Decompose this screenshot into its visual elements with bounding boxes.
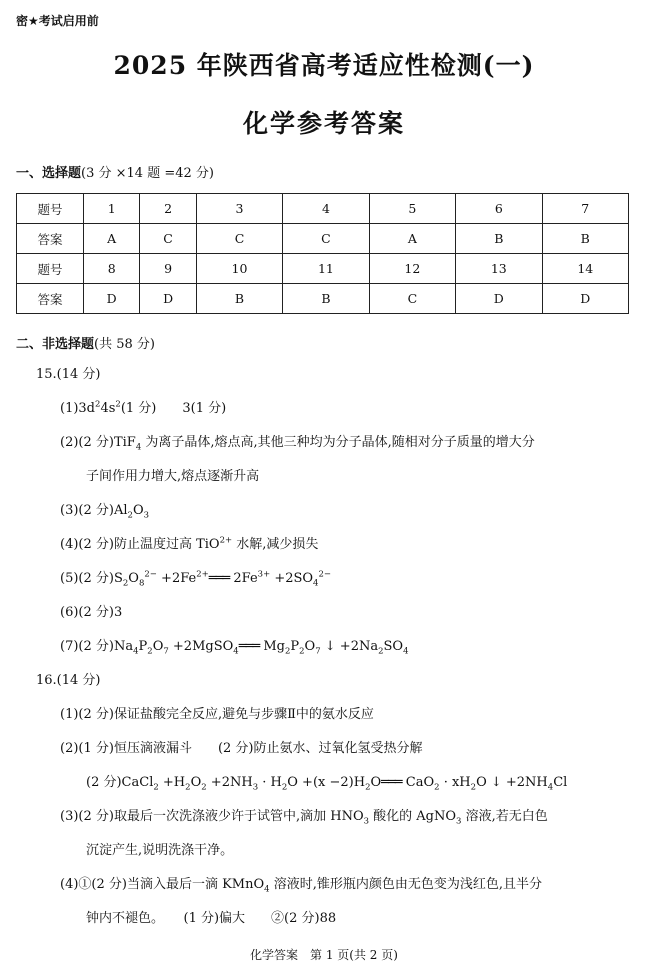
q16-answer-4-continued: 钟内不褪色。 (1 分)偏大 ②(2 分)88 xyxy=(86,911,337,926)
equals-arrow: ═══ xyxy=(208,571,230,586)
q15-answer-2: (2)(2 分)TiF$_4$ 为离子晶体,熔点高,其他三种均为分子晶体,随相对分子质量的增大分 xyxy=(60,435,535,453)
table-cell: 6 xyxy=(456,194,542,224)
table-row xyxy=(17,284,629,314)
table-cell: C xyxy=(196,224,282,254)
table-cell: 2 xyxy=(140,194,196,224)
section-detail: (3 分 ×14 题 =42 分) xyxy=(81,166,214,181)
table-cell: 13 xyxy=(456,254,542,284)
exam-title: 2025 年陕西省高考适应性检测(一) xyxy=(113,51,535,80)
table-cell: 5 xyxy=(369,194,455,224)
table-cell: 8 xyxy=(84,254,140,284)
q15-answer-7-equation: (7)(2 分)$Na_4P_2O_7$ +2MgSO$_4$═══ $Mg_2P_2O_7$ ↓ $+2Na_2SO_4$ xyxy=(60,639,409,657)
q16-answer-3: (3)(2 分)取最后一次洗涤液少许于试管中,滴加 $HNO_3$ 酸化的 AgNO$_3$ 溶液,若无白色 xyxy=(60,809,548,827)
table-cell: 4 xyxy=(283,194,369,224)
table-row xyxy=(17,254,629,284)
table-cell: B xyxy=(456,224,542,254)
q16-answer-1: (1)(2 分)保证盐酸完全反应,避免与步骤Ⅱ中的氨水反应 xyxy=(60,707,374,722)
q15-answer-4: (4)(2 分)防止温度过高 TiO$^{2+}$ 水解,减少损失 xyxy=(60,535,319,552)
table-cell: D xyxy=(84,284,140,314)
answer-table xyxy=(16,193,629,314)
table-cell: C xyxy=(140,224,196,254)
q15-answer-1: $(1)3d^24s^2(1$ 分) 3(1 分) xyxy=(60,399,227,416)
table-cell: D xyxy=(542,284,628,314)
table-cell: 7 xyxy=(542,194,628,224)
section-label: 一、选择题 xyxy=(16,166,82,181)
table-cell: B xyxy=(542,224,628,254)
table-cell: 3 xyxy=(196,194,282,224)
table-cell: 1 xyxy=(84,194,140,224)
table-cell: 10 xyxy=(196,254,282,284)
table-cell: 12 xyxy=(369,254,455,284)
table-cell: D xyxy=(456,284,542,314)
section-label: 二、非选择题 xyxy=(16,337,95,352)
row-label: 题号 xyxy=(17,194,84,224)
row-label: 题号 xyxy=(17,254,84,284)
table-cell: D xyxy=(140,284,196,314)
q16-answer-3-continued: 沉淀产生,说明洗涤干净。 xyxy=(86,843,234,858)
section-detail: (共 58 分) xyxy=(94,337,155,352)
answer-key-title: 化学参考答案 xyxy=(242,109,405,138)
table-cell: A xyxy=(369,224,455,254)
table-row xyxy=(17,194,629,224)
page-footer: 化学答案 第 1 页(共 2 页) xyxy=(250,948,398,962)
section-open-questions-heading xyxy=(16,333,155,352)
q16-answer-2: (2)(1 分)恒压滴液漏斗 (2 分)防止氨水、过氧化氢受热分解 xyxy=(60,741,423,756)
q16-answer-2-equation: (2 分)CaCl$_2$ $+H_2O_2 +2NH_3 \cdot H_2O +(x$ $-2)H_2O═══$ $CaO_2 \cdot xH_2O$ ↓ $+2NH_4Cl$ xyxy=(86,775,568,793)
table-cell: 14 xyxy=(542,254,628,284)
q16-heading: 16.(14 分) xyxy=(36,673,101,688)
table-cell: 11 xyxy=(283,254,369,284)
q15-answer-5-equation: (5)(2 分)$S_2O_8^{2-}$ $+2Fe^{2+}═══$ $2Fe^{3+} +2SO_4^{2-}$ xyxy=(60,569,331,589)
equals-arrow: ═══ xyxy=(238,639,260,654)
row-label: 答案 xyxy=(17,284,84,314)
q16-answer-4: (4)①(2 分)当滴入最后一滴 KMnO$_4$ 溶液时,锥形瓶内颜色由无色变为浅红色,且半分 xyxy=(60,877,542,895)
table-cell: B xyxy=(283,284,369,314)
section-multiple-choice-heading xyxy=(16,162,214,181)
table-cell: A xyxy=(84,224,140,254)
q15-answer-2-continued: 子间作用力增大,熔点逐渐升高 xyxy=(86,469,260,484)
table-row xyxy=(17,224,629,254)
q15-answer-6: (6)(2 分)3 xyxy=(60,605,123,620)
table-cell: C xyxy=(369,284,455,314)
confidential-label: 密★考试启用前 xyxy=(16,14,99,28)
table-cell: 9 xyxy=(140,254,196,284)
equals-arrow: ═══ xyxy=(381,775,402,790)
q15-answer-3: (3)(2 分)$Al_2O_3$ xyxy=(60,503,150,521)
table-cell: C xyxy=(283,224,369,254)
row-label: 答案 xyxy=(17,224,84,254)
table-cell: B xyxy=(196,284,282,314)
q15-heading: 15.(14 分) xyxy=(36,367,101,382)
